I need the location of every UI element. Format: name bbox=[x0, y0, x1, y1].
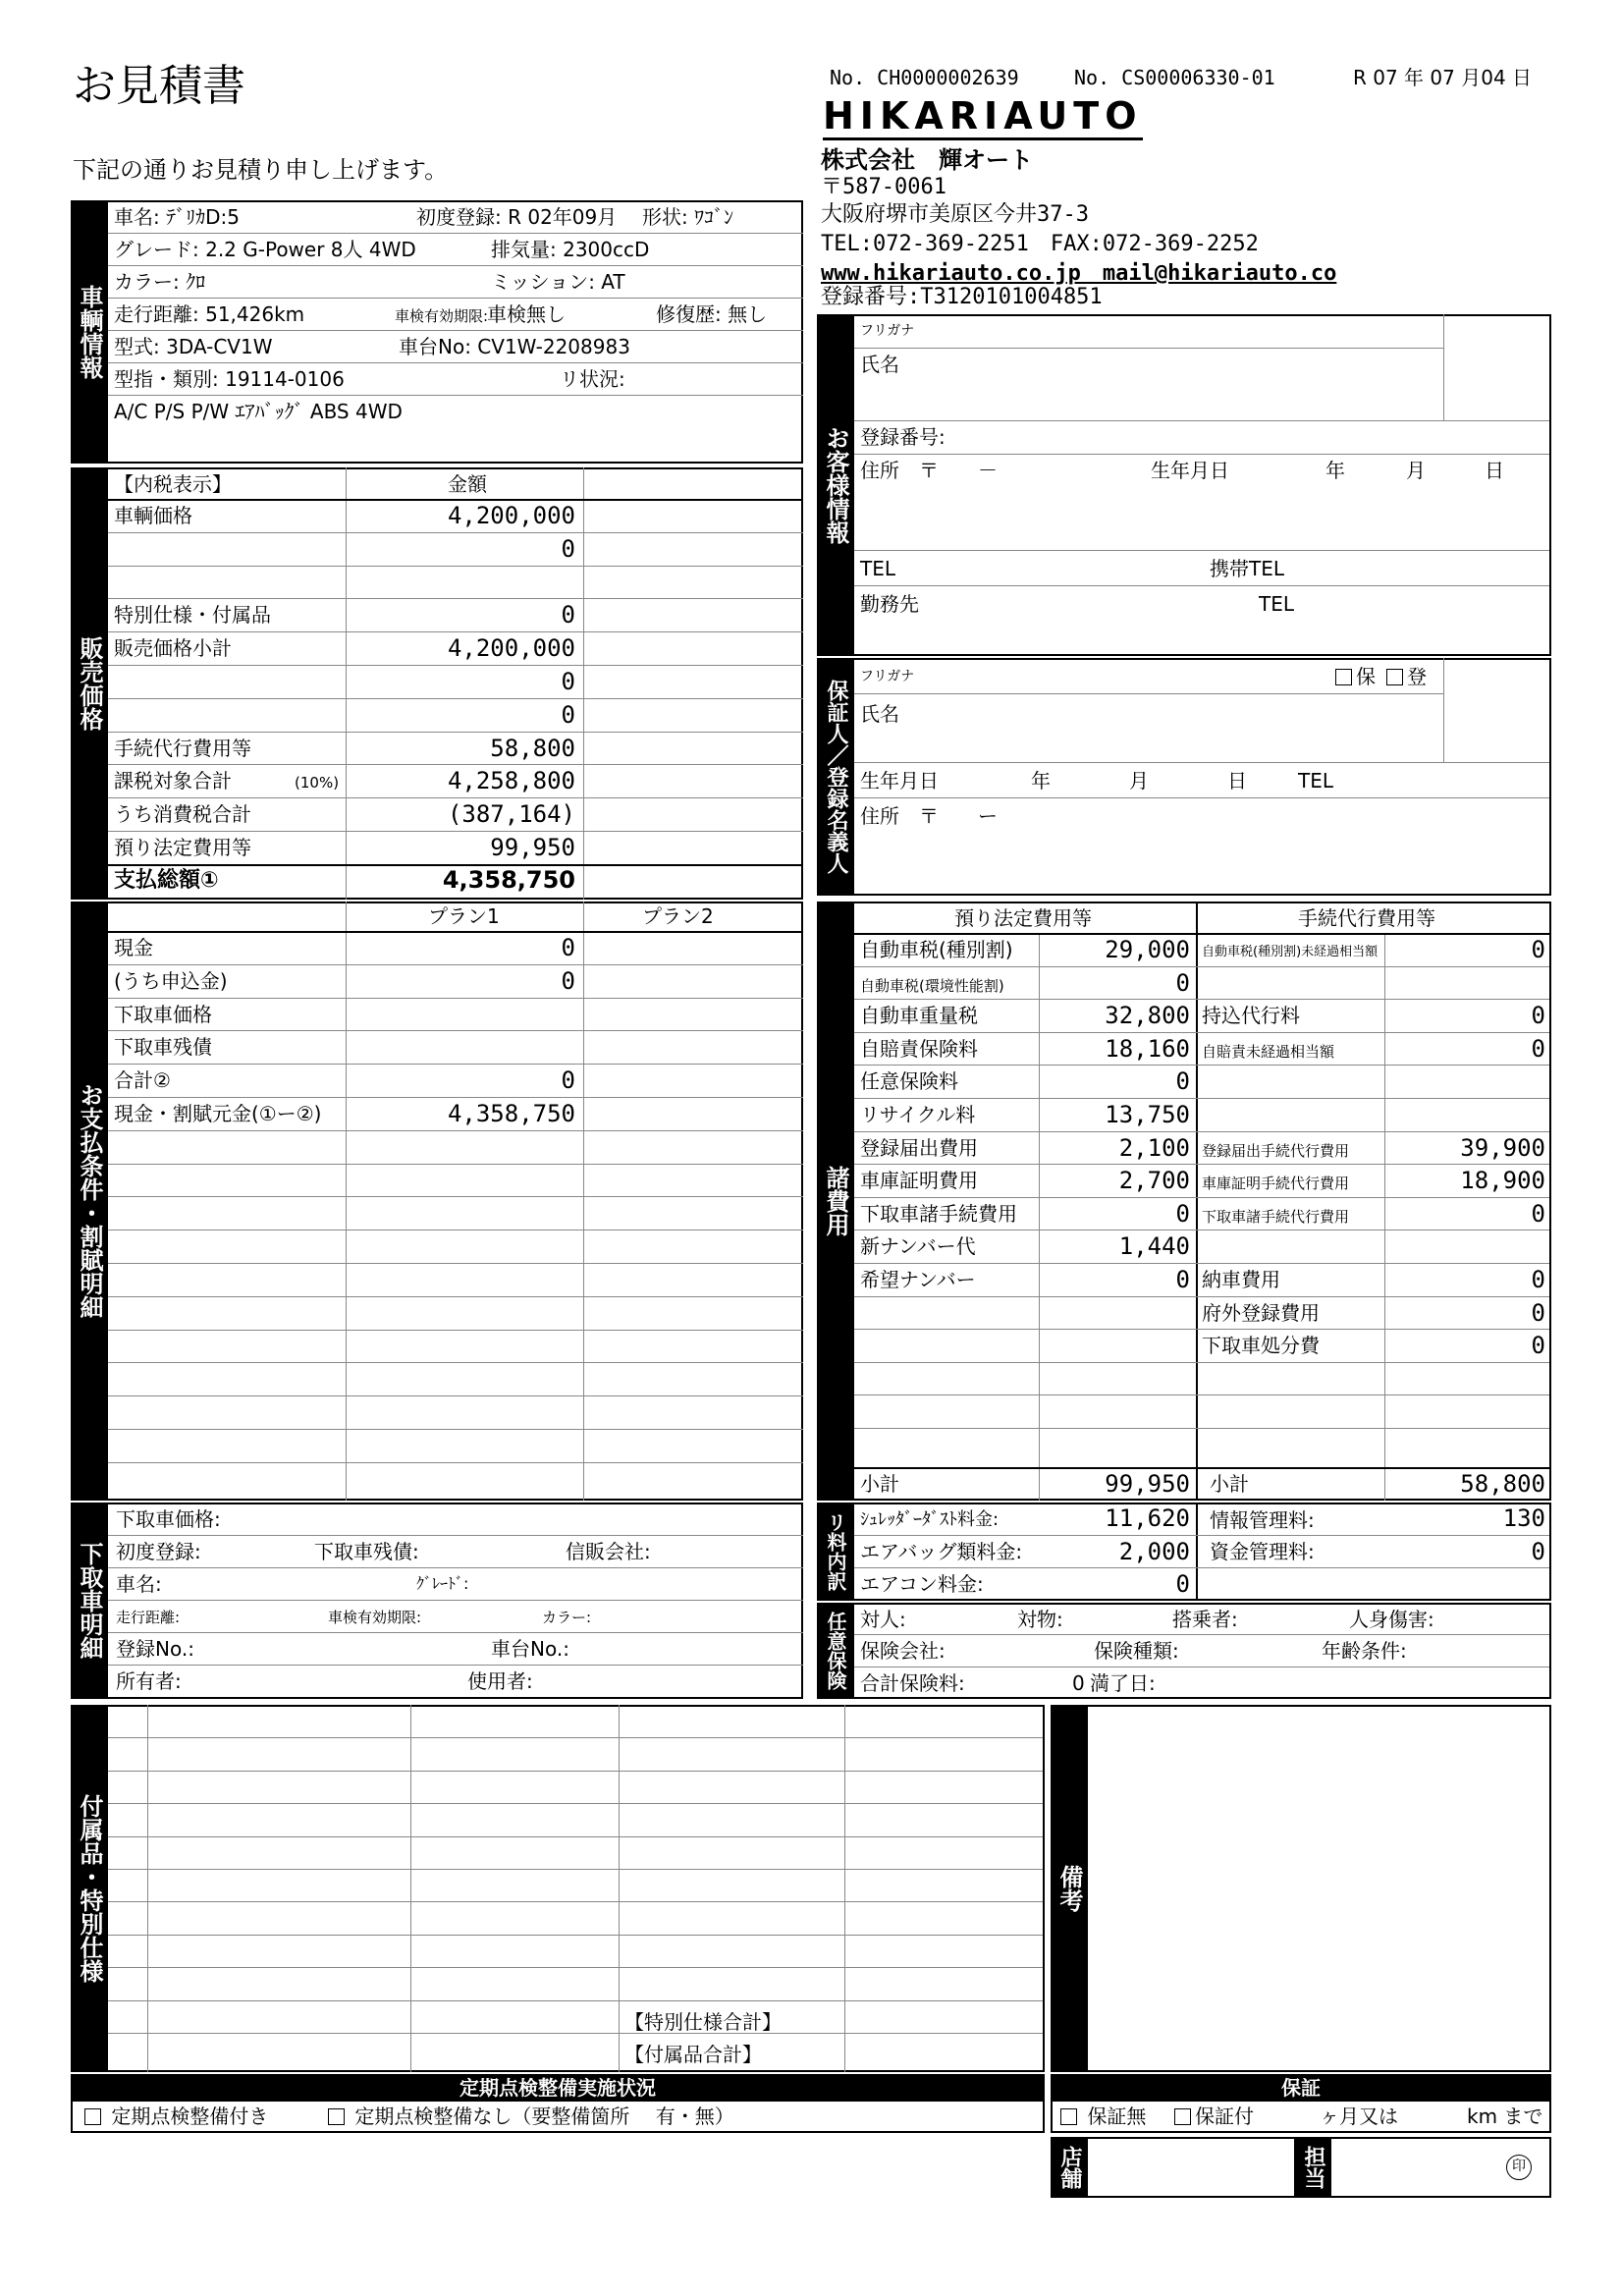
row-divider bbox=[108, 732, 803, 733]
company-reg-number: 登録番号:T3120101004851 bbox=[821, 285, 1103, 309]
row-divider bbox=[854, 1263, 1549, 1264]
col-divider bbox=[1443, 314, 1444, 420]
row-divider bbox=[854, 797, 1549, 798]
row-divider bbox=[108, 1164, 803, 1165]
row-divider bbox=[854, 762, 1549, 763]
payment-row-label: 現金・割賦元金(①ー②) bbox=[114, 1102, 322, 1125]
row-divider-bold bbox=[108, 931, 803, 933]
col-divider bbox=[619, 1705, 620, 2072]
vehicle-inspection-label: 車検有効期限: bbox=[395, 307, 489, 325]
guarantor-label: 保証人／登録名義人 bbox=[817, 658, 854, 896]
row-divider bbox=[108, 1901, 1043, 1902]
warranty-option-with[interactable] bbox=[1174, 2104, 1254, 2129]
row-divider bbox=[854, 1634, 1549, 1635]
fee-left-value: 2,100 bbox=[1118, 1133, 1190, 1162]
row-divider bbox=[108, 1030, 803, 1031]
seal-icon: 印 bbox=[1506, 2155, 1532, 2180]
warranty-option-none[interactable] bbox=[1060, 2104, 1146, 2129]
vehicle-model: 型式: 3DA-CV1W bbox=[114, 335, 273, 358]
fee-right-value: 18,900 bbox=[1460, 1167, 1545, 1195]
fee-right-label: 下取車諸手続代行費用 bbox=[1202, 1207, 1350, 1226]
checkbox-icon[interactable] bbox=[1335, 669, 1352, 685]
row-divider bbox=[108, 1196, 803, 1197]
price-row-extra: (10%) bbox=[295, 774, 340, 793]
vehicle-grade: グレード: 2.2 G-Power 8人 4WD bbox=[114, 238, 416, 261]
warranty-none-label: 保証無 bbox=[1087, 2105, 1147, 2128]
checkbox-icon[interactable] bbox=[328, 2108, 345, 2125]
row-divider bbox=[108, 764, 803, 765]
row-divider bbox=[108, 1130, 803, 1131]
company-logo: HIKARIAUTO bbox=[823, 94, 1143, 140]
row-divider bbox=[108, 1263, 803, 1264]
fee-left-value: 18,160 bbox=[1105, 1034, 1190, 1063]
price-label: 販売価格 bbox=[71, 467, 108, 900]
accessories-label: 付属品・特別仕様 bbox=[71, 1705, 108, 2072]
tradein-first-reg: 初度登録: bbox=[116, 1540, 201, 1563]
fee-left-label: 新ナンバー代 bbox=[860, 1234, 976, 1259]
guarantor-check2-label: 登 bbox=[1407, 665, 1427, 688]
payment-row-value: 0 bbox=[561, 934, 575, 961]
fee-right-value: 0 bbox=[1531, 936, 1545, 963]
price-row-label: 手続代行費用等 bbox=[114, 736, 251, 760]
vehicle-mission: ミッション: AT bbox=[491, 270, 625, 294]
recycle-aircon-label: エアコン料金: bbox=[860, 1572, 984, 1596]
vehicle-first-reg: 初度登録: R 02年09月 bbox=[416, 205, 618, 229]
price-row-value: 4,258,800 bbox=[447, 767, 575, 795]
row-divider bbox=[108, 1462, 803, 1463]
inspection-status-title: 定期点検整備実施状況 bbox=[71, 2074, 1045, 2102]
fee-left-label: 任意保険料 bbox=[860, 1069, 958, 1094]
accessories-box bbox=[71, 1705, 1045, 2072]
insurance-kind: 保険種類: bbox=[1094, 1639, 1179, 1663]
guarantor-name[interactable]: 氏名 bbox=[860, 702, 899, 726]
fee-left-value: 0 bbox=[1175, 1067, 1190, 1096]
customer-reg-no: 登録番号: bbox=[860, 425, 946, 449]
row-divider bbox=[108, 1803, 1043, 1804]
document-number: No. CH0000002639 bbox=[830, 66, 1019, 89]
checkbox-icon[interactable] bbox=[1386, 669, 1403, 685]
fee-left-label: 自賠責保険料 bbox=[860, 1036, 978, 1061]
fee-right-value: 0 bbox=[1531, 1332, 1545, 1360]
fee-left-label: 自動車重量税 bbox=[860, 1004, 978, 1028]
fee-left-value: 29,000 bbox=[1105, 936, 1190, 963]
guarantor-birth-day: 日 bbox=[1227, 769, 1247, 793]
row-divider bbox=[108, 330, 803, 331]
intro-text: 下記の通りお見積り申し上げます。 bbox=[73, 156, 449, 184]
company-tel-fax: TEL:072-369-2251 FAX:072-369-2252 bbox=[821, 232, 1259, 256]
insurance-passenger: 搭乗者: bbox=[1172, 1608, 1238, 1631]
guarantor-tel: TEL bbox=[1298, 769, 1333, 793]
payment-row-value: 4,358,750 bbox=[447, 1100, 575, 1127]
guarantor-birth: 生年月日 bbox=[860, 769, 939, 793]
fee-right-label: 納車費用 bbox=[1202, 1268, 1280, 1291]
document-title: お見積書 bbox=[73, 61, 245, 111]
fee-right-label: 府外登録費用 bbox=[1202, 1300, 1320, 1325]
fee-right-label: 下取車処分費 bbox=[1202, 1334, 1320, 1358]
insurance-age: 年齢条件: bbox=[1322, 1639, 1407, 1663]
recycle-shredder-label: ｼｭﾚｯﾀﾞｰﾀﾞｽﾄ料金: bbox=[860, 1509, 1000, 1530]
col-divider bbox=[147, 1705, 148, 2072]
col-divider-bold bbox=[1196, 902, 1198, 1501]
fee-left-label: 車庫証明費用 bbox=[860, 1169, 978, 1193]
checkbox-icon[interactable] bbox=[1174, 2108, 1191, 2125]
row-divider bbox=[108, 1632, 803, 1633]
row-divider bbox=[108, 1665, 803, 1666]
row-divider bbox=[854, 1296, 1549, 1297]
row-divider bbox=[854, 1428, 1549, 1429]
row-divider bbox=[108, 1935, 1043, 1936]
payment-row-value: 0 bbox=[561, 1066, 575, 1095]
row-divider-bold bbox=[108, 499, 803, 501]
customer-label: お客様情報 bbox=[817, 314, 854, 656]
row-divider bbox=[854, 693, 1443, 694]
row-divider bbox=[854, 550, 1549, 551]
price-head-amount: 金額 bbox=[448, 472, 487, 496]
price-row-label: 課税対象合計 bbox=[114, 769, 232, 793]
row-divider bbox=[854, 1535, 1549, 1536]
tradein-credit: 信販会社: bbox=[566, 1540, 651, 1563]
remarks-label: 備考 bbox=[1051, 1705, 1088, 2072]
checkbox-icon[interactable] bbox=[84, 2108, 101, 2125]
row-divider bbox=[108, 1097, 803, 1098]
insurance-total-value: 0 bbox=[1072, 1671, 1085, 1695]
fee-right-value: 0 bbox=[1531, 1298, 1545, 1327]
insurance-total-label: 合計保険料: bbox=[860, 1671, 965, 1695]
tradein-label: 下取車明細 bbox=[71, 1503, 108, 1699]
row-divider-bold bbox=[854, 1467, 1549, 1469]
fees-label: 諸費用 bbox=[817, 902, 854, 1501]
recycle-label: リ料内訳 bbox=[817, 1503, 854, 1601]
fee-left-value: 0 bbox=[1175, 1199, 1190, 1228]
fees-subtotal-left-value: 99,950 bbox=[1105, 1470, 1190, 1498]
fee-left-label: 希望ナンバー bbox=[860, 1268, 976, 1291]
tradein-mileage: 走行距離: bbox=[116, 1609, 181, 1626]
price-row-value: (387,164) bbox=[447, 800, 575, 829]
row-divider bbox=[108, 964, 803, 965]
row-divider bbox=[108, 1296, 803, 1297]
customer-birth: 生年月日 bbox=[1151, 459, 1229, 482]
issue-date: R 07 年 07 月04 日 bbox=[1353, 66, 1533, 89]
customer-birth-year: 年 bbox=[1325, 459, 1345, 482]
inspection-option-without[interactable] bbox=[328, 2104, 734, 2129]
customer-address: 住所 〒 － bbox=[860, 459, 998, 482]
guarantor-furigana: フリガナ bbox=[860, 669, 915, 684]
fee-left-value: 1,440 bbox=[1118, 1232, 1190, 1261]
row-divider bbox=[854, 999, 1549, 1000]
fee-left-label: 登録届出費用 bbox=[860, 1135, 978, 1160]
fee-left-value: 13,750 bbox=[1105, 1101, 1190, 1128]
row-divider bbox=[108, 2000, 1043, 2001]
fees-subtotal-right-value: 58,800 bbox=[1460, 1470, 1545, 1498]
payment-label: お支払条件・割賦明細 bbox=[71, 902, 108, 1501]
row-divider bbox=[854, 1394, 1549, 1395]
insurance-person: 対人: bbox=[860, 1608, 906, 1631]
fee-left-value: 0 bbox=[1175, 968, 1190, 997]
vehicle-recycle-status: リ状況: bbox=[560, 367, 625, 391]
fee-right-value: 0 bbox=[1531, 1002, 1545, 1030]
customer-birth-month: 月 bbox=[1406, 459, 1426, 482]
price-row-label: うち消費税合計 bbox=[114, 802, 251, 827]
row-divider-bold bbox=[854, 933, 1549, 935]
payment-row-label: 現金 bbox=[114, 936, 153, 959]
row-divider bbox=[854, 1032, 1549, 1033]
insurance-company: 保険会社: bbox=[860, 1639, 946, 1663]
row-divider bbox=[854, 454, 1549, 455]
price-row-label: 預り法定費用等 bbox=[114, 836, 251, 859]
customer-tel: TEL bbox=[860, 557, 895, 580]
customer-work-tel: TEL bbox=[1259, 592, 1294, 616]
fee-left-label: 下取車諸手続費用 bbox=[860, 1201, 1017, 1226]
row-divider bbox=[108, 1395, 803, 1396]
recycle-info-label: 情報管理料: bbox=[1210, 1508, 1315, 1532]
fee-right-label: 持込代行料 bbox=[1202, 1004, 1300, 1028]
row-divider bbox=[108, 831, 803, 832]
inspection-option-without-label: 定期点検整備なし（要整備箇所 有・無） bbox=[354, 2105, 734, 2128]
remarks-box bbox=[1051, 1705, 1551, 2072]
row-divider bbox=[108, 362, 803, 363]
price-total-label: 支払総額① bbox=[114, 868, 219, 893]
tradein-car-name: 車名: bbox=[116, 1572, 162, 1596]
checkbox-icon[interactable] bbox=[1060, 2108, 1077, 2125]
row-divider bbox=[108, 1600, 803, 1601]
price-row-value: 0 bbox=[561, 534, 575, 563]
row-divider bbox=[108, 631, 803, 632]
row-divider bbox=[854, 1164, 1549, 1165]
fee-left-label: 自動車税(環境性能割) bbox=[860, 976, 1004, 995]
recycle-fund-label: 資金管理料: bbox=[1210, 1540, 1315, 1563]
insurance-injury: 人身傷害: bbox=[1349, 1608, 1434, 1631]
fees-head-right: 手続代行費用等 bbox=[1298, 906, 1435, 930]
price-total-value: 4,358,750 bbox=[442, 866, 575, 894]
col-divider bbox=[1443, 658, 1444, 762]
company-web-mail[interactable]: www.hikariauto.co.jp mail@hikariauto.co bbox=[821, 261, 1337, 286]
warranty-km: km まで bbox=[1467, 2105, 1543, 2128]
recycle-airbag-value: 2,000 bbox=[1118, 1538, 1190, 1565]
price-row-value: 0 bbox=[561, 601, 575, 629]
row-divider bbox=[108, 298, 803, 299]
row-divider bbox=[108, 1737, 1043, 1738]
row-divider bbox=[854, 1131, 1549, 1132]
row-divider bbox=[108, 1330, 803, 1331]
fee-left-label: 自動車税(種別割) bbox=[860, 938, 1013, 961]
price-row-label: 特別仕様・付属品 bbox=[114, 603, 271, 628]
row-divider bbox=[108, 998, 803, 999]
payment-row-value: 0 bbox=[561, 966, 575, 995]
row-divider bbox=[108, 1064, 803, 1065]
customer-birth-day: 日 bbox=[1485, 459, 1504, 482]
price-row-value: 0 bbox=[561, 700, 575, 729]
vehicle-car-name: 車名: ﾃﾞﾘｶD:5 bbox=[114, 205, 240, 229]
recycle-fund-value: 0 bbox=[1531, 1538, 1545, 1565]
tradein-owner: 所有者: bbox=[116, 1669, 182, 1693]
row-divider bbox=[854, 1362, 1549, 1363]
insurance-expiry: 満了日: bbox=[1090, 1671, 1156, 1695]
fee-right-label: 自賠責未経過相当額 bbox=[1202, 1042, 1335, 1061]
payment-row-label: (うち申込金) bbox=[114, 968, 228, 993]
vehicle-repair: 修復歴: 無し bbox=[656, 302, 768, 326]
fee-left-value: 0 bbox=[1175, 1266, 1190, 1293]
col-divider bbox=[583, 902, 584, 1501]
fee-left-value: 32,800 bbox=[1105, 1002, 1190, 1030]
recycle-airbag-label: エアバッグ類料金: bbox=[860, 1540, 1023, 1563]
payment-row-label: 下取車価格 bbox=[114, 1002, 212, 1026]
inspection-option-with-label: 定期点検整備付き bbox=[111, 2105, 269, 2128]
price-row-value: 4,200,000 bbox=[447, 502, 575, 529]
tradein-chassis: 車台No.: bbox=[491, 1637, 569, 1661]
plan2-header: プラン2 bbox=[642, 904, 714, 928]
guarantor-check-guarantor[interactable] bbox=[1335, 664, 1376, 689]
customer-box bbox=[817, 314, 1551, 656]
company-postal: 〒587-0061 bbox=[821, 175, 946, 199]
row-divider bbox=[854, 585, 1549, 586]
sales-number: No. CS00006330-01 bbox=[1074, 66, 1275, 89]
inspection-option-with[interactable] bbox=[84, 2104, 268, 2129]
fee-right-label: 車庫証明手続代行費用 bbox=[1202, 1175, 1350, 1193]
fees-subtotal-right-label: 小計 bbox=[1210, 1472, 1249, 1496]
customer-furigana: フリガナ bbox=[860, 323, 915, 339]
store-label: 店舗 bbox=[1051, 2137, 1088, 2198]
row-divider bbox=[108, 1967, 1043, 1968]
fee-right-label: 登録届出手続代行費用 bbox=[1202, 1141, 1350, 1160]
price-row-value: 99,950 bbox=[490, 834, 575, 861]
fee-left-label: リサイクル料 bbox=[860, 1103, 976, 1126]
price-row-label: 車輌価格 bbox=[114, 504, 192, 527]
row-divider bbox=[854, 1567, 1549, 1568]
row-divider bbox=[108, 1836, 1043, 1837]
col-divider bbox=[844, 1705, 845, 2072]
vehicle-info-label: 車輌情報 bbox=[71, 200, 108, 464]
row-divider bbox=[108, 1362, 803, 1363]
accessories-acc-total: 【付属品合計】 bbox=[624, 2043, 762, 2066]
price-row-value: 58,800 bbox=[490, 734, 575, 762]
company-name: 株式会社 輝オート bbox=[821, 146, 1033, 174]
row-divider bbox=[108, 566, 803, 567]
vehicle-equipment: A/C P/S P/W ｴｱﾊﾞｯｸﾞ ABS 4WD bbox=[114, 400, 403, 423]
tradein-reg-no: 登録No.: bbox=[116, 1637, 194, 1661]
tradein-grade: ｸﾞﾚｰﾄﾞ: bbox=[416, 1574, 469, 1593]
row-divider bbox=[108, 1869, 1043, 1870]
customer-work: 勤務先 bbox=[860, 592, 919, 616]
row-divider bbox=[854, 1197, 1549, 1198]
row-divider bbox=[108, 797, 803, 798]
fee-right-value: 0 bbox=[1531, 1266, 1545, 1293]
row-divider bbox=[108, 665, 803, 666]
vehicle-inspection-value: 車検無し bbox=[487, 302, 566, 326]
fee-left-value: 2,700 bbox=[1118, 1167, 1190, 1195]
vehicle-color: カラー: ｸﾛ bbox=[114, 270, 206, 294]
guarantor-check1-label: 保 bbox=[1356, 665, 1376, 688]
price-row-label: 販売価格小計 bbox=[114, 636, 232, 661]
fee-right-value: 39,900 bbox=[1460, 1133, 1545, 1162]
tradein-color: カラー: bbox=[542, 1609, 592, 1626]
row-divider bbox=[108, 1535, 803, 1536]
company-address: 大阪府堺市美原区今井37-3 bbox=[821, 202, 1089, 227]
vehicle-mileage: 走行距離: 51,426km bbox=[114, 302, 305, 326]
insurance-label: 任意保険 bbox=[817, 1603, 854, 1699]
row-divider bbox=[854, 1329, 1549, 1330]
row-divider bbox=[108, 265, 803, 266]
col-divider bbox=[410, 1705, 411, 2072]
payment-row-label: 下取車残債 bbox=[114, 1035, 212, 1060]
price-row-value: 0 bbox=[561, 668, 575, 695]
price-head-left: 【内税表示】 bbox=[114, 472, 232, 496]
warranty-title: 保証 bbox=[1051, 2074, 1551, 2102]
insurance-object: 対物: bbox=[1017, 1608, 1063, 1631]
payment-row-label: 合計② bbox=[114, 1068, 171, 1093]
row-divider bbox=[108, 395, 803, 396]
row-divider bbox=[108, 2033, 1043, 2034]
plan1-header: プラン1 bbox=[428, 904, 500, 928]
row-divider bbox=[108, 1567, 803, 1568]
fee-right-value: 0 bbox=[1531, 1034, 1545, 1063]
fees-head-left: 預り法定費用等 bbox=[954, 906, 1092, 930]
row-divider bbox=[854, 1065, 1549, 1066]
col-divider-bold bbox=[1196, 1503, 1198, 1601]
row-divider bbox=[108, 532, 803, 533]
recycle-aircon-value: 0 bbox=[1175, 1570, 1190, 1598]
vehicle-chassis: 車台No: CV1W-2208983 bbox=[399, 335, 630, 358]
customer-name[interactable]: 氏名 bbox=[860, 353, 899, 376]
row-divider bbox=[854, 1098, 1549, 1099]
row-divider bbox=[108, 1771, 1043, 1772]
tradein-debt: 下取車残債: bbox=[314, 1540, 419, 1563]
tradein-price: 下取車価格: bbox=[116, 1507, 221, 1531]
guarantor-birth-month: 月 bbox=[1129, 769, 1149, 793]
tradein-user: 使用者: bbox=[467, 1669, 533, 1693]
tradein-inspection: 車検有効期限: bbox=[328, 1609, 422, 1626]
row-divider bbox=[854, 420, 1549, 421]
accessories-special-total: 【特別仕様合計】 bbox=[624, 2010, 782, 2034]
guarantor-birth-year: 年 bbox=[1031, 769, 1051, 793]
row-divider bbox=[108, 1429, 803, 1430]
fee-right-value: 0 bbox=[1531, 1199, 1545, 1228]
recycle-info-value: 130 bbox=[1502, 1504, 1545, 1532]
row-divider bbox=[854, 966, 1549, 967]
guarantor-address: 住所 〒 ー bbox=[860, 804, 998, 828]
staff-label: 担当 bbox=[1294, 2137, 1331, 2198]
fee-right-label: 自動車税(種別割)未経過相当額 bbox=[1202, 945, 1379, 959]
row-divider bbox=[854, 348, 1443, 349]
fees-subtotal-left-label: 小計 bbox=[860, 1472, 899, 1496]
customer-mobile: 携帯TEL bbox=[1210, 557, 1284, 580]
recycle-shredder-value: 11,620 bbox=[1105, 1504, 1190, 1532]
vehicle-shape: 形状: ﾜｺﾞﾝ bbox=[642, 205, 734, 229]
vehicle-type-code: 型指・類別: 19114-0106 bbox=[114, 367, 345, 391]
row-divider bbox=[108, 698, 803, 699]
row-divider bbox=[108, 598, 803, 599]
warranty-with-label: 保証付 bbox=[1195, 2105, 1254, 2128]
vehicle-displacement: 排気量: 2300ccD bbox=[491, 238, 650, 261]
row-divider bbox=[108, 233, 803, 234]
guarantor-check-registrant[interactable] bbox=[1386, 664, 1427, 689]
price-row-value: 4,200,000 bbox=[447, 634, 575, 663]
warranty-months: ヶ月又は bbox=[1320, 2105, 1398, 2128]
